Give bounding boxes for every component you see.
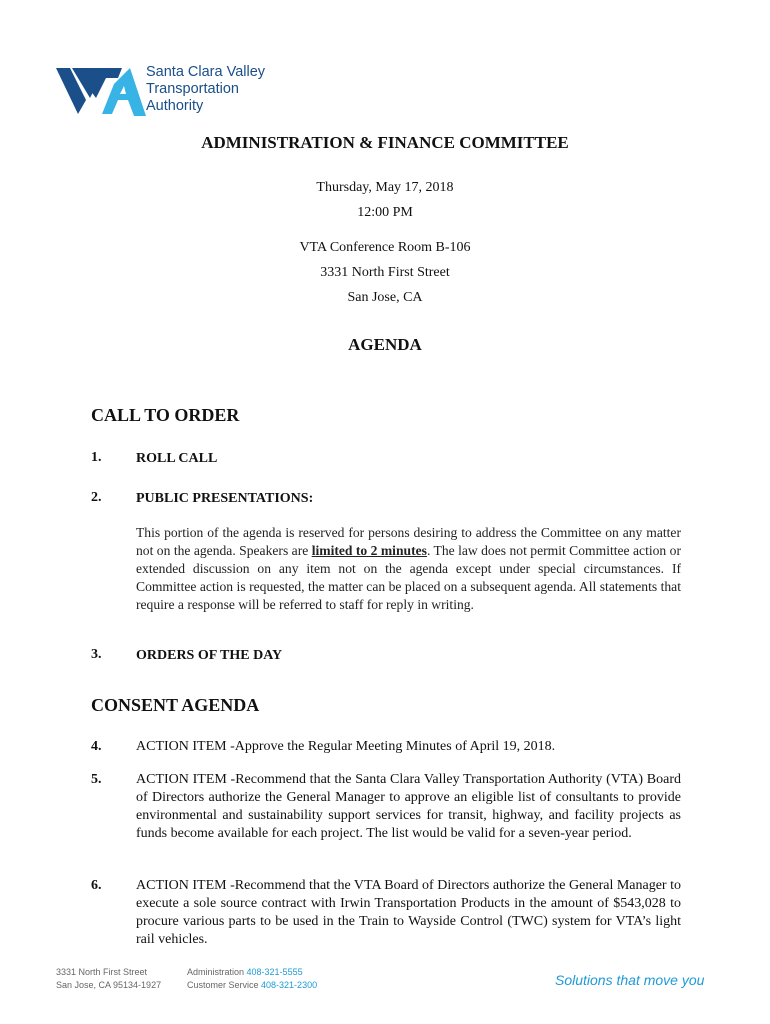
item-number: 6. [91,878,102,893]
public-text-part-2: . The law does not permit Committee action or extended discussion on any item not on the agenda except under special circumstances. If Committee action is requested, the matter can be placed on a subsequent agenda. All statements that require a response will be referred to staff for reply in writing. [136,543,681,612]
footer-tagline: Solutions that move you [555,972,705,988]
meeting-date: Thursday, May 17, 2018 [316,180,454,195]
logo-wordmark [146,64,265,115]
footer-phones [187,966,317,992]
public-presentations-text [136,524,681,614]
item-number: 3. [91,647,102,662]
admin-phone: 408-321-5555 [246,967,303,977]
time-limit-emphasis: limited to 2 minutes [311,543,427,558]
meeting-city: San Jose, CA [347,290,423,305]
consent-agenda-heading: CONSENT AGENDA [91,695,260,715]
agenda-title: AGENDA [348,335,422,354]
committee-title: ADMINISTRATION & FINANCE COMMITTEE [201,133,569,152]
item-number: 2. [91,490,102,505]
public-text-part-1: This portion of the agenda is reserved for persons desiring to address the Committee on any matter not on the agenda. Speakers are [136,525,681,558]
logo-line-3: Authority [146,98,204,114]
meeting-time: 12:00 PM [357,205,413,220]
call-to-order-heading: CALL TO ORDER [91,405,240,425]
action-item-text: ACTION ITEM -Approve the Regular Meeting Minutes of April 19, 2018. [136,739,556,754]
public-presentations-label: PUBLIC PRESENTATIONS: [136,491,314,506]
footer-admin-line [187,966,317,979]
footer-address [56,966,161,992]
meeting-room: VTA Conference Room B-106 [299,240,471,255]
orders-of-day-label: ORDERS OF THE DAY [136,648,283,663]
action-item-text: ACTION ITEM -Recommend that the VTA Board of Directors authorize the General Manager to execute a sole source contract with Irwin Transportation Products in the amount of $543,028 to procure various parts to be used in the Train to Wayside Control (TWC) system for VTA’s light rail vehicles. [136,878,681,947]
item-number: 4. [91,739,102,754]
footer-address-line-2: San Jose, CA 95134-1927 [56,980,162,990]
item-number: 5. [91,772,102,787]
logo-line-1: Santa Clara Valley [146,64,266,80]
footer-cs-line [187,979,317,992]
action-item-text: ACTION ITEM -Recommend that the Santa Clara Valley Transportation Authority (VTA) Board of Directors authorize the General Manager to approve an eligible list of consultants to provide environmental and sustainability support services for transit, highway, and facility projects as funds become available for each project. The list would be valid for a seven-year period. [136,772,681,841]
customer-service-label: Customer Service [187,980,262,990]
footer-address-line-1: 3331 North First Street [56,967,148,977]
logo-line-2: Transportation [146,81,239,97]
admin-label: Administration [187,967,247,977]
meeting-street: 3331 North First Street [320,265,450,280]
customer-service-phone: 408-321-2300 [261,980,318,990]
roll-call-label: ROLL CALL [136,451,218,466]
item-number: 1. [91,450,102,465]
